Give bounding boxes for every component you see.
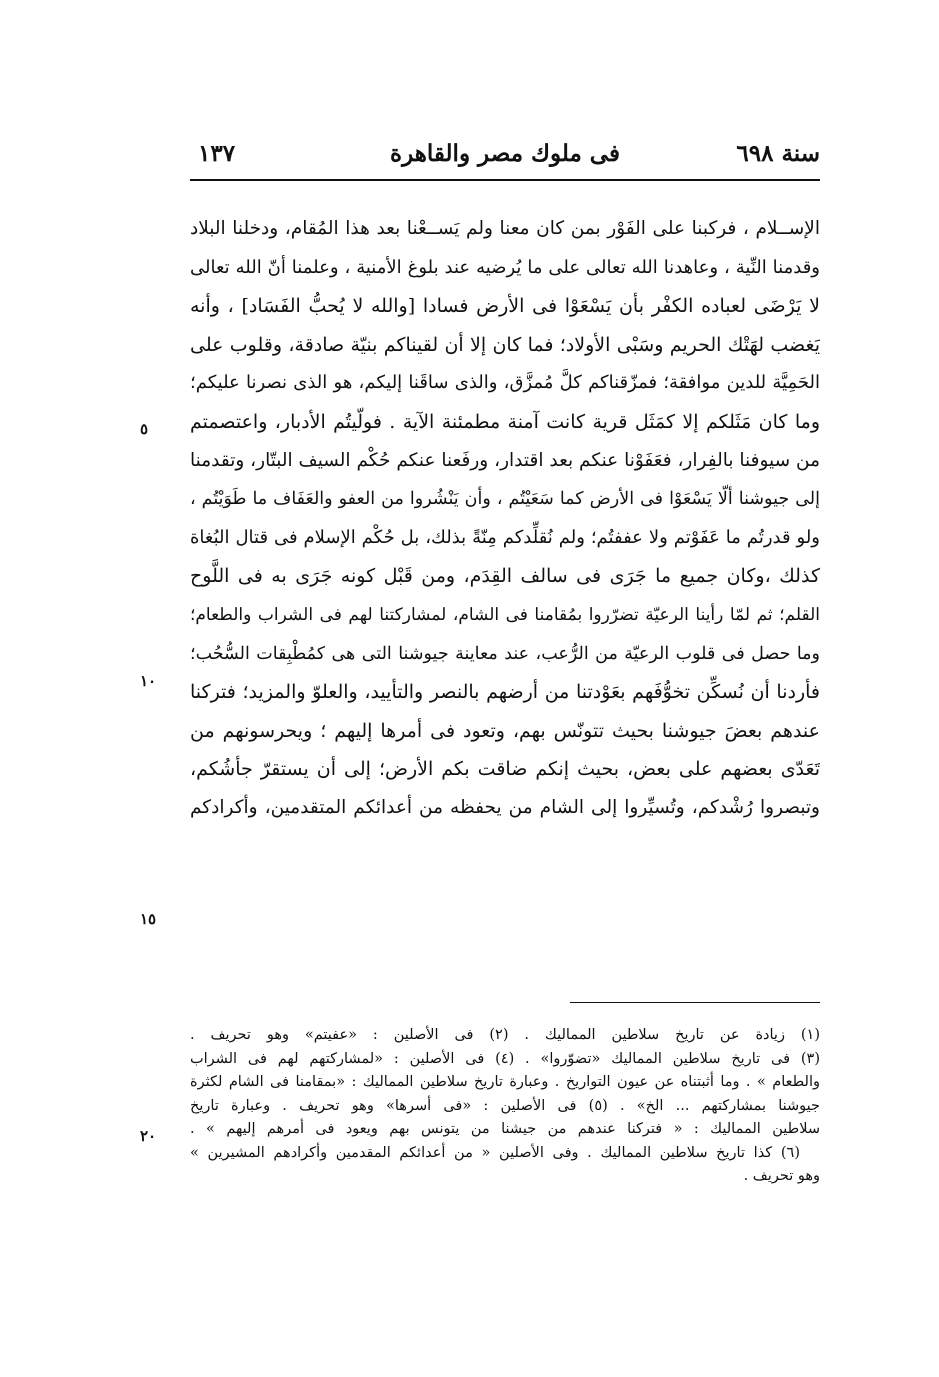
header-year: سنة ٦٩٨ xyxy=(736,140,820,167)
text-line: عندهم بعضَ جيوشنا بحيث تتونّس بهم، وتعود فى أمرها إليهم ؛ ويحرسونهم من xyxy=(190,719,820,742)
line-number-marker: ١٠ xyxy=(140,672,157,690)
line-number-marker: ٥ xyxy=(140,420,149,438)
footnote-line: والطعام » . وما أثبتناه عن عيون التواريخ . وعبارة تاريخ سلاطين المماليك : «بمقامنا فى الشام لكثرة xyxy=(190,1074,820,1090)
text-line: وما كان مَثَلكم إلا كمَثَل قرية كانت آمنة مطمئنة الآية . فولّيتُم الأدبار، واعتصمتم xyxy=(190,410,820,433)
text-line: الحَمِيَّة للدين موافقة؛ فمزّقناكم كلَّ مُمزَّق، والذى ساقَنا إليكم، هو الذى نصرنا عليكم؛ xyxy=(190,372,820,394)
footnote-line: سلاطين المماليك : « فتركنا عندهم من جيشنا من يتونس بهم ويعود فى أمرهم إليهم » . xyxy=(190,1121,820,1137)
page-header xyxy=(190,140,820,176)
text-line: من سيوفنا بالفِرار، فعَفَوْنا عنكم بعد اقتدار، ورفَعنا عنكم حُكْم السيف البتّار، وتقدمنا xyxy=(190,449,820,471)
header-rule xyxy=(190,179,820,181)
text-line: الإســلام ، فركبنا على الفَوْر بمن كان معنا ولم يَســعْنا بعد هذا المُقام، ودخلنا البلاد xyxy=(190,218,820,239)
text-line: كذلك ،وكان جميع ما جَرَى فى سالف القِدَم، ومن قَبْل كونه جَرَى به فى اللَّوح xyxy=(190,565,820,588)
footnotes xyxy=(190,1024,820,1189)
text-line: لا يَرْضَى لعباده الكفْر بأن يَسْعَوْا فى الأرض فسادا [والله لا يُحبُّ الفَسَاد] ، وأنه xyxy=(190,295,820,318)
main-text xyxy=(190,210,820,828)
text-line: وقدمنا النِّية ، وعاهدنا الله تعالى على ما يُرضيه عند بلوغ الأمنية ، وعلمنا أنّ الله تعالى xyxy=(190,256,820,278)
line-number-marker: ٢٠ xyxy=(140,1127,157,1145)
footnote-line: (١) زيادة عن تاريخ سلاطين المماليك . (٢) فى الأصلين : «عفيتم» وهو تحريف . xyxy=(190,1027,820,1043)
text-line: وما حصل فى قلوب الرعيّة من الرُّعب، عند معاينة جيوشنا التى هى كمُطْبِقات السُّحُب؛ xyxy=(190,643,820,664)
footnote-rule xyxy=(570,1002,820,1003)
text-line: تَعَدّى بعضهم على بعض، بحيث إنكم ضاقت بكم الأرض؛ إلى أن يستقرّ جأشُكم، xyxy=(190,758,820,781)
text-line: فأردنا أن نُسكِّن تخوُّفَهم بعَوْدتنا من أرضهم بالنصر والتأييد، والعلوّ والمزيد؛ فتركنا xyxy=(190,681,820,704)
text-line: وتبصروا رُشْدكم، وتُسيِّروا إلى الشام من يحفظه من أعدائكم المتقدمين، وأكرادكم xyxy=(190,796,820,818)
text-line: ولو قدرتُم ما عَفَوْتم ولا عففتُم؛ ولم نُقلِّدكم مِنّةً بذلك، بل حُكْم الإسلام فى قتال البُغاة xyxy=(190,526,820,548)
footnote-line: جيوشنا بمشاركتهم ... الخ» . (٥) فى الأصلين : «فى أسرها» وهو تحريف . وعبارة تاريخ xyxy=(190,1097,820,1114)
text-line: يَغضب لهَتْك الحريم وسَبْى الأولاد؛ فما كان إلا أن لقيناكم بنيّة صادقة، وقلوب على xyxy=(190,333,820,356)
text-line: إلى جيوشنا ألّا يَسْعَوْا فى الأرض كما سَعَيْتُم ، وأن يَنْشُروا من العفو والعَفَاف ما طَوَيْتُم ، xyxy=(190,489,820,510)
footnote-line: (٣) فى تاريخ سلاطين المماليك «تضوّروا» . (٤) فى الأصلين : «لمشاركتهم لهم فى الشراب xyxy=(190,1050,820,1067)
line-number-marker: ١٥ xyxy=(140,910,157,928)
footnote-line: (٦) كذا تاريخ سلاطين المماليك . وفى الأصلين « من أعدائكم المقدمين وأكرادهم المشيرين » xyxy=(190,1144,800,1161)
text-line: القلم؛ ثم لمّا رأينا الرعيّة تضرّروا بمُقامنا فى الشام، لمشاركتنا لهم فى الشراب والطعام؛ xyxy=(190,604,820,625)
footnote-line: وهو تحريف . xyxy=(743,1168,820,1184)
header-title: فى ملوك مصر والقاهرة xyxy=(390,140,620,167)
page-number: ١٣٧ xyxy=(198,140,236,167)
